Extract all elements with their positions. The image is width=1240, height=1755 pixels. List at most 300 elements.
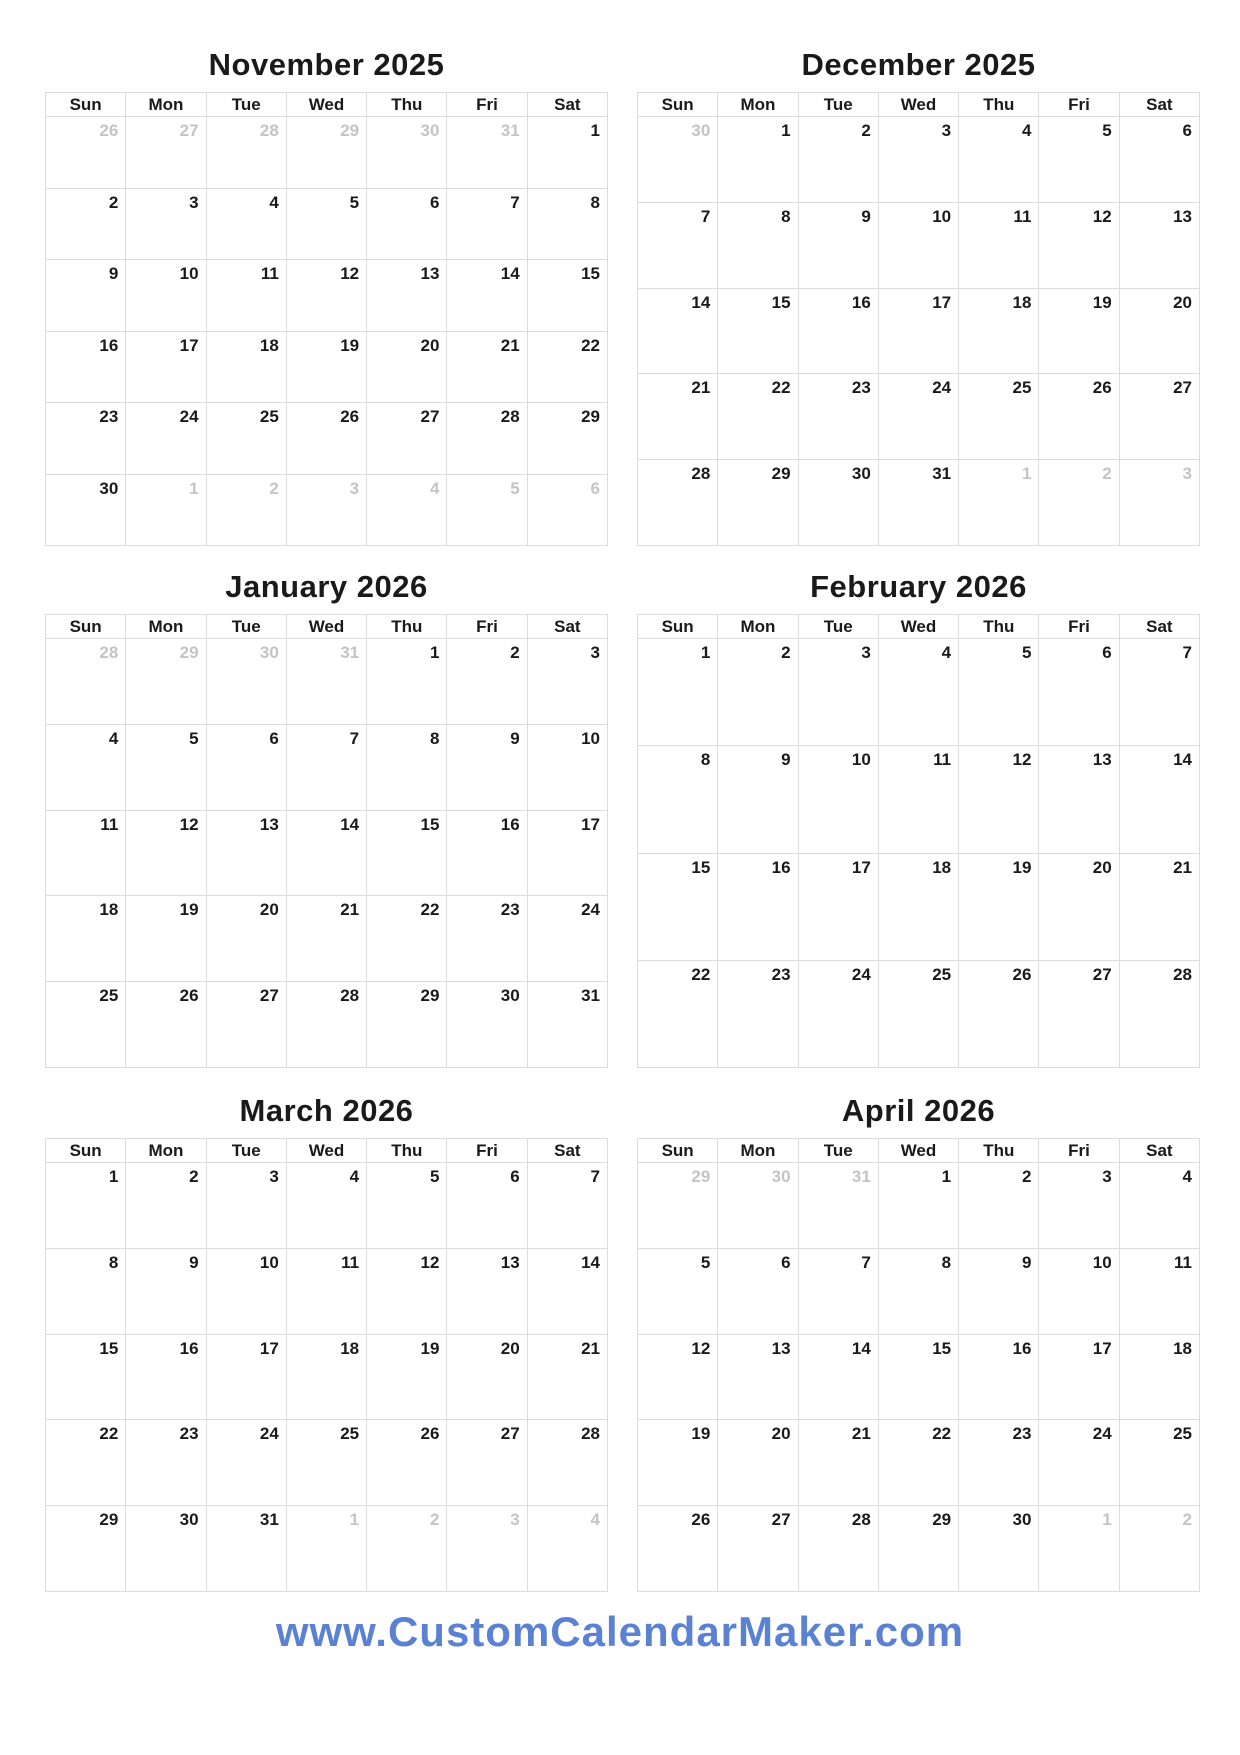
month-grid: [45, 1138, 608, 1592]
day-cell: 12: [638, 1334, 718, 1420]
day-cell: 9: [798, 202, 878, 288]
day-cell: 2: [447, 639, 527, 725]
day-cell: 7: [798, 1248, 878, 1334]
day-cell: 12: [286, 260, 366, 332]
day-cell: 13: [206, 810, 286, 896]
day-cell: 25: [1119, 1420, 1199, 1506]
day-cell: 26: [959, 960, 1039, 1067]
day-cell: 7: [527, 1163, 607, 1249]
day-cell: 8: [878, 1248, 958, 1334]
day-cell-outside-month: 2: [206, 474, 286, 546]
day-cell: 11: [1119, 1248, 1199, 1334]
day-cell: 1: [527, 117, 607, 189]
day-cell: 4: [46, 724, 126, 810]
day-cell: 20: [447, 1334, 527, 1420]
weekday-header: Mon: [126, 93, 206, 117]
week-row: [638, 1420, 1200, 1506]
day-cell: 30: [447, 982, 527, 1068]
day-cell-outside-month: 30: [718, 1163, 798, 1249]
day-cell: 7: [638, 202, 718, 288]
weekday-header: Thu: [959, 615, 1039, 639]
weekday-header: Fri: [1039, 1139, 1119, 1163]
day-cell-outside-month: 28: [46, 639, 126, 725]
day-cell-outside-month: 5: [447, 474, 527, 546]
week-row: [638, 1506, 1200, 1592]
month-november-2025: [45, 38, 608, 546]
day-cell: 8: [367, 724, 447, 810]
day-cell: 28: [527, 1420, 607, 1506]
day-cell: 18: [878, 853, 958, 960]
day-cell: 6: [367, 188, 447, 260]
day-cell: 3: [527, 639, 607, 725]
weekday-header: Sat: [527, 1139, 607, 1163]
week-row: [638, 853, 1200, 960]
day-cell-outside-month: 30: [206, 639, 286, 725]
week-row: [46, 188, 608, 260]
day-cell: 26: [286, 403, 366, 475]
day-cell: 9: [718, 746, 798, 853]
weekday-header: Sat: [1119, 93, 1199, 117]
day-cell: 28: [1119, 960, 1199, 1067]
day-cell-outside-month: 3: [447, 1506, 527, 1592]
day-cell: 7: [447, 188, 527, 260]
day-cell-outside-month: 2: [1119, 1506, 1199, 1592]
week-row: [46, 1420, 608, 1506]
day-cell: 15: [367, 810, 447, 896]
day-cell: 17: [126, 331, 206, 403]
day-cell: 8: [46, 1248, 126, 1334]
weekday-header: Wed: [286, 93, 366, 117]
weekday-header: Sat: [527, 615, 607, 639]
day-cell: 17: [1039, 1334, 1119, 1420]
day-cell: 17: [206, 1334, 286, 1420]
weekday-header: Sun: [46, 93, 126, 117]
day-cell: 11: [286, 1248, 366, 1334]
week-row: [638, 460, 1200, 546]
day-cell: 8: [638, 746, 718, 853]
day-cell: 29: [878, 1506, 958, 1592]
day-cell: 27: [718, 1506, 798, 1592]
day-cell: 2: [126, 1163, 206, 1249]
weekday-header: Tue: [206, 93, 286, 117]
day-cell: 11: [46, 810, 126, 896]
month-grid: [637, 614, 1200, 1068]
day-cell: 18: [286, 1334, 366, 1420]
day-cell: 23: [447, 896, 527, 982]
week-row: [638, 288, 1200, 374]
day-cell: 31: [878, 460, 958, 546]
week-row: [638, 960, 1200, 1067]
weekday-header: Tue: [206, 1139, 286, 1163]
day-cell: 26: [1039, 374, 1119, 460]
day-cell: 18: [46, 896, 126, 982]
month-title: January 2026: [225, 569, 428, 604]
day-cell-outside-month: 28: [206, 117, 286, 189]
day-cell-outside-month: 30: [638, 117, 718, 203]
day-cell: 29: [367, 982, 447, 1068]
weekday-header: Wed: [286, 1139, 366, 1163]
day-cell: 25: [959, 374, 1039, 460]
day-cell: 24: [126, 403, 206, 475]
day-cell: 15: [46, 1334, 126, 1420]
day-cell: 8: [718, 202, 798, 288]
day-cell: 24: [798, 960, 878, 1067]
weekday-header-row: [638, 1139, 1200, 1163]
day-cell: 22: [878, 1420, 958, 1506]
day-cell: 30: [126, 1506, 206, 1592]
day-cell: 12: [367, 1248, 447, 1334]
weekday-header: Fri: [1039, 615, 1119, 639]
day-cell: 21: [286, 896, 366, 982]
day-cell: 8: [527, 188, 607, 260]
day-cell: 20: [718, 1420, 798, 1506]
week-row: [638, 117, 1200, 203]
day-cell: 4: [878, 639, 958, 746]
day-cell: 16: [447, 810, 527, 896]
weekday-header: Sun: [46, 1139, 126, 1163]
month-grid: [637, 1138, 1200, 1592]
day-cell: 16: [46, 331, 126, 403]
week-row: [638, 1248, 1200, 1334]
day-cell: 22: [527, 331, 607, 403]
day-cell: 15: [718, 288, 798, 374]
day-cell: 10: [206, 1248, 286, 1334]
month-title: December 2025: [801, 47, 1036, 82]
weekday-header-row: [46, 1139, 608, 1163]
day-cell: 5: [1039, 117, 1119, 203]
day-cell: 5: [638, 1248, 718, 1334]
day-cell: 13: [447, 1248, 527, 1334]
day-cell: 20: [206, 896, 286, 982]
week-row: [46, 639, 608, 725]
day-cell-outside-month: 4: [527, 1506, 607, 1592]
weekday-header: Sat: [1119, 1139, 1199, 1163]
day-cell: 22: [718, 374, 798, 460]
weekday-header-row: [638, 615, 1200, 639]
month-title: November 2025: [208, 47, 445, 82]
day-cell-outside-month: 6: [527, 474, 607, 546]
weekday-header: Sun: [638, 1139, 718, 1163]
weekday-header: Mon: [718, 93, 798, 117]
day-cell-outside-month: 1: [126, 474, 206, 546]
month-december-2025: [637, 38, 1200, 546]
day-cell-outside-month: 30: [367, 117, 447, 189]
day-cell: 25: [206, 403, 286, 475]
weekday-header: Fri: [447, 93, 527, 117]
day-cell: 31: [206, 1506, 286, 1592]
day-cell: 18: [1119, 1334, 1199, 1420]
weekday-header: Tue: [206, 615, 286, 639]
day-cell: 4: [286, 1163, 366, 1249]
day-cell: 12: [959, 746, 1039, 853]
day-cell: 26: [367, 1420, 447, 1506]
day-cell: 19: [367, 1334, 447, 1420]
day-cell: 13: [718, 1334, 798, 1420]
day-cell: 9: [959, 1248, 1039, 1334]
month-march-2026: [45, 1084, 608, 1592]
day-cell: 24: [878, 374, 958, 460]
day-cell: 10: [126, 260, 206, 332]
weekday-header: Fri: [447, 1139, 527, 1163]
day-cell: 30: [798, 460, 878, 546]
day-cell: 27: [1119, 374, 1199, 460]
day-cell: 26: [126, 982, 206, 1068]
day-cell: 10: [1039, 1248, 1119, 1334]
day-cell: 5: [959, 639, 1039, 746]
day-cell: 11: [206, 260, 286, 332]
day-cell: 18: [959, 288, 1039, 374]
day-cell: 29: [527, 403, 607, 475]
weekday-header: Tue: [798, 1139, 878, 1163]
day-cell: 28: [286, 982, 366, 1068]
week-row: [46, 724, 608, 810]
weekday-header: Mon: [718, 615, 798, 639]
day-cell: 27: [447, 1420, 527, 1506]
month-grid: [45, 614, 608, 1068]
day-cell: 3: [206, 1163, 286, 1249]
day-cell: 24: [1039, 1420, 1119, 1506]
day-cell-outside-month: 2: [1039, 460, 1119, 546]
day-cell: 28: [447, 403, 527, 475]
week-row: [638, 374, 1200, 460]
week-row: [638, 639, 1200, 746]
day-cell: 6: [447, 1163, 527, 1249]
day-cell: 23: [959, 1420, 1039, 1506]
day-cell: 30: [46, 474, 126, 546]
day-cell: 4: [1119, 1163, 1199, 1249]
day-cell-outside-month: 31: [286, 639, 366, 725]
day-cell: 24: [527, 896, 607, 982]
weekday-header: Wed: [286, 615, 366, 639]
weekday-header: Mon: [718, 1139, 798, 1163]
day-cell: 2: [718, 639, 798, 746]
weekday-header: Thu: [367, 1139, 447, 1163]
day-cell: 25: [46, 982, 126, 1068]
day-cell-outside-month: 29: [638, 1163, 718, 1249]
week-row: [638, 202, 1200, 288]
day-cell: 29: [46, 1506, 126, 1592]
day-cell: 20: [1039, 853, 1119, 960]
day-cell: 1: [878, 1163, 958, 1249]
day-cell-outside-month: 1: [286, 1506, 366, 1592]
weekday-header: Mon: [126, 1139, 206, 1163]
month-grid: [637, 92, 1200, 546]
day-cell-outside-month: 31: [798, 1163, 878, 1249]
day-cell: 27: [367, 403, 447, 475]
day-cell: 17: [798, 853, 878, 960]
day-cell: 17: [527, 810, 607, 896]
day-cell: 22: [638, 960, 718, 1067]
day-cell: 23: [46, 403, 126, 475]
day-cell: 2: [959, 1163, 1039, 1249]
day-cell: 17: [878, 288, 958, 374]
day-cell: 21: [638, 374, 718, 460]
weekday-header-row: [638, 93, 1200, 117]
day-cell: 20: [367, 331, 447, 403]
weekday-header: Tue: [798, 93, 878, 117]
weekday-header: Sat: [1119, 615, 1199, 639]
day-cell: 13: [367, 260, 447, 332]
week-row: [46, 810, 608, 896]
day-cell: 4: [206, 188, 286, 260]
day-cell: 15: [878, 1334, 958, 1420]
week-row: [46, 1334, 608, 1420]
day-cell: 31: [527, 982, 607, 1068]
day-cell: 26: [638, 1506, 718, 1592]
day-cell-outside-month: 3: [1119, 460, 1199, 546]
day-cell: 16: [798, 288, 878, 374]
week-row: [46, 896, 608, 982]
weekday-header: Fri: [447, 615, 527, 639]
day-cell-outside-month: 26: [46, 117, 126, 189]
day-cell: 24: [206, 1420, 286, 1506]
month-january-2026: [45, 560, 608, 1068]
month-grid: [45, 92, 608, 546]
weekday-header: Thu: [367, 615, 447, 639]
weekday-header-row: [46, 93, 608, 117]
weekday-header: Wed: [878, 93, 958, 117]
day-cell: 14: [447, 260, 527, 332]
day-cell: 9: [447, 724, 527, 810]
week-row: [46, 1506, 608, 1592]
day-cell: 11: [959, 202, 1039, 288]
day-cell: 6: [718, 1248, 798, 1334]
week-row: [46, 403, 608, 475]
week-row: [46, 260, 608, 332]
weekday-header-row: [46, 615, 608, 639]
day-cell: 27: [206, 982, 286, 1068]
day-cell: 5: [286, 188, 366, 260]
day-cell: 1: [638, 639, 718, 746]
day-cell: 22: [46, 1420, 126, 1506]
day-cell: 10: [798, 746, 878, 853]
day-cell: 21: [798, 1420, 878, 1506]
week-row: [46, 1248, 608, 1334]
day-cell-outside-month: 1: [1039, 1506, 1119, 1592]
day-cell: 21: [1119, 853, 1199, 960]
day-cell: 6: [1039, 639, 1119, 746]
month-title: February 2026: [810, 569, 1027, 604]
weekday-header: Sun: [638, 615, 718, 639]
day-cell: 14: [527, 1248, 607, 1334]
day-cell: 3: [798, 639, 878, 746]
day-cell: 11: [878, 746, 958, 853]
day-cell: 21: [447, 331, 527, 403]
weekday-header: Tue: [798, 615, 878, 639]
day-cell: 2: [46, 188, 126, 260]
watermark-website-text: www.CustomCalendarMaker.com: [275, 1608, 965, 1655]
day-cell: 21: [527, 1334, 607, 1420]
day-cell: 30: [959, 1506, 1039, 1592]
day-cell-outside-month: 31: [447, 117, 527, 189]
weekday-header: Wed: [878, 1139, 958, 1163]
day-cell: 9: [126, 1248, 206, 1334]
day-cell: 4: [959, 117, 1039, 203]
day-cell: 5: [126, 724, 206, 810]
day-cell: 16: [959, 1334, 1039, 1420]
month-title: March 2026: [239, 1093, 414, 1128]
day-cell: 7: [286, 724, 366, 810]
day-cell: 15: [638, 853, 718, 960]
week-row: [638, 1163, 1200, 1249]
weekday-header: Mon: [126, 615, 206, 639]
day-cell: 12: [126, 810, 206, 896]
day-cell: 18: [206, 331, 286, 403]
day-cell: 1: [367, 639, 447, 725]
day-cell: 29: [718, 460, 798, 546]
day-cell-outside-month: 2: [367, 1506, 447, 1592]
day-cell: 14: [638, 288, 718, 374]
day-cell: 19: [1039, 288, 1119, 374]
day-cell-outside-month: 3: [286, 474, 366, 546]
week-row: [638, 1334, 1200, 1420]
day-cell: 23: [126, 1420, 206, 1506]
day-cell: 16: [718, 853, 798, 960]
day-cell: 3: [126, 188, 206, 260]
day-cell: 15: [527, 260, 607, 332]
day-cell: 13: [1119, 202, 1199, 288]
day-cell: 5: [367, 1163, 447, 1249]
day-cell: 14: [798, 1334, 878, 1420]
day-cell-outside-month: 29: [286, 117, 366, 189]
day-cell: 19: [638, 1420, 718, 1506]
week-row: [638, 746, 1200, 853]
day-cell-outside-month: 4: [367, 474, 447, 546]
day-cell: 19: [126, 896, 206, 982]
month-february-2026: [637, 560, 1200, 1068]
day-cell: 28: [638, 460, 718, 546]
day-cell: 25: [286, 1420, 366, 1506]
day-cell: 7: [1119, 639, 1199, 746]
day-cell: 3: [1039, 1163, 1119, 1249]
day-cell: 6: [1119, 117, 1199, 203]
week-row: [46, 1163, 608, 1249]
day-cell: 1: [718, 117, 798, 203]
day-cell: 27: [1039, 960, 1119, 1067]
weekday-header: Wed: [878, 615, 958, 639]
day-cell: 14: [1119, 746, 1199, 853]
day-cell: 25: [878, 960, 958, 1067]
day-cell: 1: [46, 1163, 126, 1249]
day-cell: 13: [1039, 746, 1119, 853]
day-cell: 2: [798, 117, 878, 203]
day-cell: 9: [46, 260, 126, 332]
day-cell: 19: [286, 331, 366, 403]
day-cell: 28: [798, 1506, 878, 1592]
day-cell-outside-month: 27: [126, 117, 206, 189]
day-cell: 6: [206, 724, 286, 810]
weekday-header: Sun: [46, 615, 126, 639]
day-cell: 10: [878, 202, 958, 288]
week-row: [46, 982, 608, 1068]
weekday-header: Thu: [959, 1139, 1039, 1163]
weekday-header: Thu: [367, 93, 447, 117]
week-row: [46, 331, 608, 403]
day-cell-outside-month: 1: [959, 460, 1039, 546]
day-cell: 3: [878, 117, 958, 203]
day-cell: 19: [959, 853, 1039, 960]
weekday-header: Sun: [638, 93, 718, 117]
day-cell: 20: [1119, 288, 1199, 374]
week-row: [46, 474, 608, 546]
weekday-header: Thu: [959, 93, 1039, 117]
day-cell: 12: [1039, 202, 1119, 288]
month-title: April 2026: [841, 1093, 996, 1128]
weekday-header: Sat: [527, 93, 607, 117]
weekday-header: Fri: [1039, 93, 1119, 117]
month-april-2026: [637, 1084, 1200, 1592]
week-row: [46, 117, 608, 189]
